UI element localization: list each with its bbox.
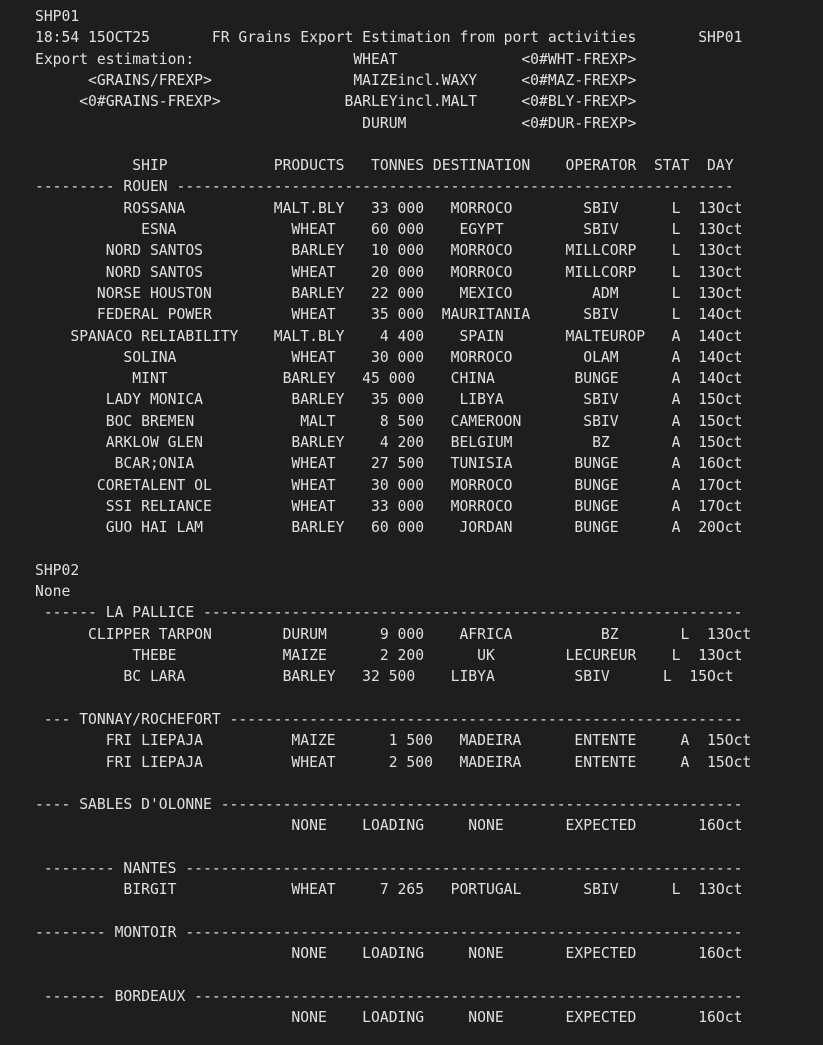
terminal-line: ESNA WHEAT 60 000 EGYPT SBIV L 13Oct [35,221,743,238]
terminal-line: SPANACO RELIABILITY MALT.BLY 4 400 SPAIN MALTEUROP A 14Oct [35,327,743,345]
terminal-line: ---- SABLES D'OLONNE ----------------------------------------------------------- [35,796,743,814]
terminal-line: NONE LOADING NONE EXPECTED 16Oct [35,817,743,835]
terminal-line: Export estimation: WHEAT <0#WHT-FREXP> [35,50,637,68]
terminal-line: ROSSANA MALT.BLY 33 000 MORROCO SBIV L 13Oct [35,199,743,217]
terminal-line: SHIP PRODUCTS TONNES DESTINATION OPERATOR STAT DAY [35,157,734,175]
terminal-line: NORSE HOUSTON BARLEY 22 000 MEXICO ADM L 13Oct [35,284,743,302]
terminal-line: ------ LA PALLICE ------------------------------------------------------------- [35,604,743,622]
terminal-line: NONE LOADING NONE EXPECTED 16Oct [35,1009,743,1027]
terminal-line: SHP01 [35,8,80,25]
terminal-line: SHP02 [35,561,80,579]
terminal-line: FEDERAL POWER WHEAT 35 000 MAURITANIA SBIV L 14Oct [35,306,743,324]
terminal-line: BOC BREMEN MALT 8 500 CAMEROON SBIV A 15Oct [35,412,743,430]
terminal-line: SOLINA WHEAT 30 000 MORROCO OLAM A 14Oct [35,348,743,366]
terminal-line: FRI LIEPAJA WHEAT 2 500 MADEIRA ENTENTE A 15Oct [35,753,752,771]
terminal-line: CLIPPER TARPON DURUM 9 000 AFRICA BZ L 13Oct [35,625,752,643]
terminal-line: --- TONNAY/ROCHEFORT ---------------------------------------------------------- [35,710,743,728]
terminal-line: ------- BORDEAUX -------------------------------------------------------------- [35,987,743,1005]
terminal-line: -------- NANTES --------------------------------------------------------------- [35,860,743,877]
terminal-line: DURUM <0#DUR-FREXP> [35,114,637,132]
terminal-line: THEBE MAIZE 2 200 UK LECUREUR L 13Oct [35,647,743,664]
terminal-line: <GRAINS/FREXP> MAIZEincl.WAXY <0#MAZ-FREXP> [35,71,637,89]
terminal-line: CORETALENT OL WHEAT 30 000 MORROCO BUNGE A 17Oct [35,476,743,494]
terminal-line: MINT BARLEY 45 000 CHINA BUNGE A 14Oct [35,370,743,388]
terminal-line: --------- ROUEN --------------------------------------------------------------- [35,178,734,196]
terminal-line: 18:54 15OCT25 FR Grains Export Estimation from port activities SHP01 [35,29,743,47]
terminal-line: -------- MONTOIR --------------------------------------------------------------- [35,923,743,941]
terminal-line: SSI RELIANCE WHEAT 33 000 MORROCO BUNGE A 17Oct [35,497,743,515]
terminal-line: LADY MONICA BARLEY 35 000 LIBYA SBIV A 15Oct [35,391,743,409]
terminal-line: NORD SANTOS WHEAT 20 000 MORROCO MILLCORP L 13Oct [35,263,743,281]
terminal-line: NORD SANTOS BARLEY 10 000 MORROCO MILLCORP L 13Oct [35,242,743,260]
terminal-line: NONE LOADING NONE EXPECTED 16Oct [35,945,743,963]
terminal-line: ARKLOW GLEN BARLEY 4 200 BELGIUM BZ A 15Oct [35,434,743,451]
terminal-line: GUO HAI LAM BARLEY 60 000 JORDAN BUNGE A 20Oct [35,519,743,537]
terminal-line: BCAR;ONIA WHEAT 27 500 TUNISIA BUNGE A 16Oct [35,455,743,473]
terminal-line: BIRGIT WHEAT 7 265 PORTUGAL SBIV L 13Oct [35,881,743,899]
terminal-line: BC LARA BARLEY 32 500 LIBYA SBIV L 15Oct [35,668,734,686]
terminal-line: <0#GRAINS-FREXP> BARLEYincl.MALT <0#BLY-FREXP> [35,93,637,111]
terminal-line: None [35,583,71,601]
terminal-line: FRI LIEPAJA MAIZE 1 500 MADEIRA ENTENTE A 15Oct [35,732,752,750]
